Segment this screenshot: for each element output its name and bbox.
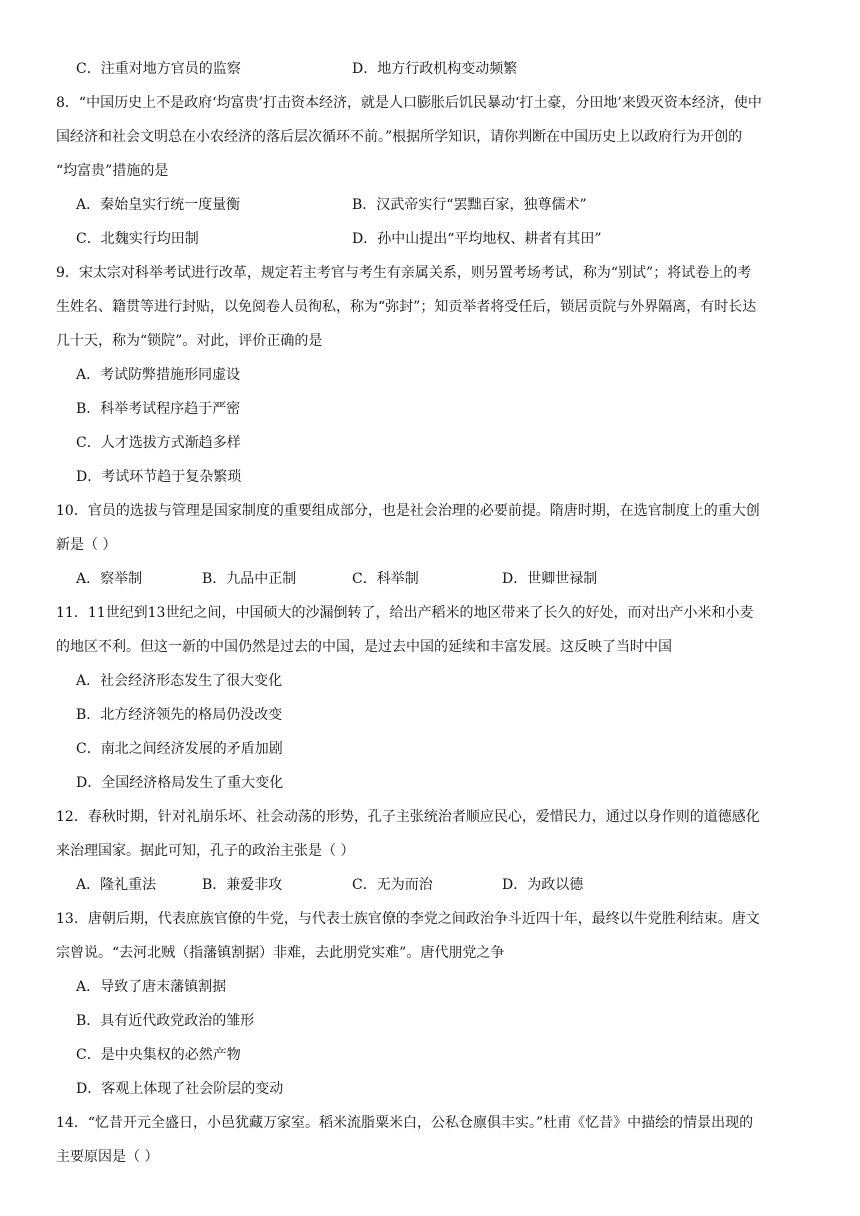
q11-option-a: A．社会经济形态发生了很大变化	[76, 673, 283, 689]
q9-option-b: B．科举考试程序趋于严密	[76, 401, 241, 417]
q10-option-c: C．科举制	[352, 571, 419, 587]
q7-option-d: D．地方行政机构变动频繁	[352, 61, 518, 77]
q11-option-c: C．南北之间经济发展的矛盾加剧	[76, 741, 283, 757]
q8-option-b: B．汉武帝实行“罢黜百家，独尊儒术”	[352, 197, 587, 213]
q8-option-c: C．北魏实行均田制	[76, 231, 199, 247]
q8-stem-line-2: 国经济和社会文明总在小农经济的落后层次循环不前。”根据所学知识，请你判断在中国历史上以政府行为开创的	[56, 129, 743, 145]
q12-option-b: B．兼爱非攻	[202, 877, 283, 893]
q12-option-c: C．无为而治	[352, 877, 433, 893]
q11-option-b: B．北方经济领先的格局仍没改变	[76, 707, 283, 723]
q10-option-d: D．世卿世禄制	[502, 571, 598, 587]
q14-stem-line-1: 14．“忆昔开元全盛日，小邑犹藏万家室。稻米流脂粟米白，公私仓廪俱丰实。”杜甫《忆昔》中描绘的情景出现的	[56, 1115, 754, 1131]
q11-stem-line-2: 的地区不利。但这一新的中国仍然是过去的中国，是过去中国的延续和丰富发展。这反映了当时中国	[56, 639, 672, 655]
q10-option-b: B．九品中正制	[202, 571, 297, 587]
q14-stem-line-2: 主要原因是（ ）	[56, 1149, 159, 1165]
q13-option-c: C．是中央集权的必然产物	[76, 1047, 241, 1063]
q7-option-c: C．注重对地方官员的监察	[76, 61, 241, 77]
q8-option-a: A．秦始皇实行统一度量衡	[76, 197, 241, 213]
q10-stem-line-1: 10．官员的选拔与管理是国家制度的重要组成部分，也是社会治理的必要前提。隋唐时期，在选官制度上的重大创	[56, 503, 760, 519]
q13-option-b: B．具有近代政党政治的雏形	[76, 1013, 255, 1029]
q8-option-d: D．孙中山提出“平均地权、耕者有其田”	[352, 231, 602, 247]
q12-stem-line-2: 来治理国家。据此可知，孔子的政治主张是（ ）	[56, 843, 355, 859]
q13-option-d: D．客观上体现了社会阶层的变动	[76, 1081, 284, 1097]
q9-stem-line-1: 9．宋太宗对科举考试进行改革，规定若主考官与考生有亲属关系，则另置考场考试，称为“别试”；将试卷上的考	[56, 265, 752, 281]
q11-option-d: D．全国经济格局发生了重大变化	[76, 775, 284, 791]
q9-option-c: C．人才选拔方式渐趋多样	[76, 435, 241, 451]
q8-stem-line-3: “均富贵”措施的是	[56, 163, 169, 179]
q10-option-a: A．察举制	[76, 571, 143, 587]
q10-stem-line-2: 新是（ ）	[56, 537, 117, 553]
q9-stem-line-3: 几十天，称为“锁院”。对此，评价正确的是	[56, 333, 323, 349]
q12-option-a: A．隆礼重法	[76, 877, 157, 893]
q13-option-a: A．导致了唐末藩镇割据	[76, 979, 227, 995]
q11-stem-line-1: 11．11世纪到13世纪之间，中国硕大的沙漏倒转了，给出产稻米的地区带来了长久的好处，而对出产小米和小麦	[56, 605, 754, 621]
q12-option-d: D．为政以德	[502, 877, 584, 893]
q9-option-a: A．考试防弊措施形同虚设	[76, 367, 241, 383]
q9-option-d: D．考试环节趋于复杂繁琐	[76, 469, 242, 485]
q8-stem-line-1: 8．“中国历史上不是政府‘均富贵’打击资本经济，就是人口膨胀后饥民暴动‘打土豪，分田地’来毁灭资本经济，使中	[56, 95, 762, 111]
q12-stem-line-1: 12．春秋时期，针对礼崩乐坏、社会动荡的形势，孔子主张统治者顺应民心，爱惜民力，通过以身作则的道德感化	[56, 809, 760, 825]
q13-stem-line-2: 宗曾说。“去河北贼（指藩镇割据）非难，去此朋党实难”。唐代朋党之争	[56, 945, 505, 961]
q9-stem-line-2: 生姓名、籍贯等进行封贴，以免阅卷人员徇私，称为“弥封”；知贡举者将受任后，锁居贡院与外界隔离，有时长达	[56, 299, 757, 315]
q13-stem-line-1: 13．唐朝后期，代表庶族官僚的牛党，与代表士族官僚的李党之间政治争斗近四十年，最终以牛党胜利结束。唐文	[56, 911, 760, 927]
